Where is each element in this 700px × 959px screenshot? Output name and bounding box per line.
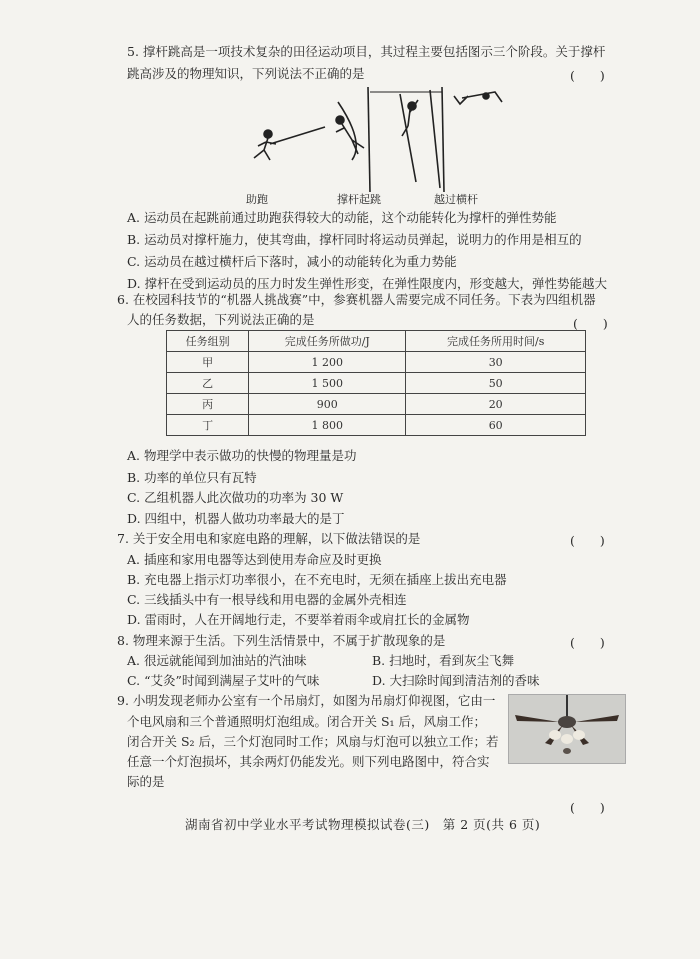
q8-option-c: C. “艾灸”时闻到满屋子艾叶的气味 <box>127 673 320 688</box>
q9-stem-line2: 个电风扇和三个普通照明灯泡组成。闭合开关 S₁ 后，风扇工作； <box>127 714 487 729</box>
runup-athlete-figure <box>254 127 325 160</box>
pole-vault-figure <box>240 82 520 202</box>
ceiling-fan-photo <box>508 694 626 764</box>
q9-stem-line1: 9. 小明发现老师办公室有一个吊扇灯，如图为吊扇灯仰视图，它由一 <box>117 693 496 708</box>
table-cell: 1 200 <box>249 352 406 373</box>
table-row <box>167 415 586 436</box>
table-cell: 60 <box>406 415 586 436</box>
table-header-row <box>167 331 586 352</box>
table-cell: 50 <box>406 373 586 394</box>
q7-option-a: A. 插座和家用电器等达到使用寿命应及时更换 <box>127 552 382 567</box>
table-cell: 丁 <box>167 415 249 436</box>
q9-stem-line5: 际的是 <box>127 774 165 789</box>
q6-stem-line2: 人的任务数据，下列说法正确的是 <box>127 312 315 327</box>
q7-stem: 7. 关于安全用电和家庭电路的理解，以下做法错误的是 <box>117 531 421 546</box>
q7-option-d: D. 雷雨时，人在开阔地行走，不要举着雨伞或肩扛长的金属物 <box>127 612 470 627</box>
table-cell: 30 <box>406 352 586 373</box>
q6-answer-paren: ( ) <box>573 316 608 331</box>
q5-option-a: A. 运动员在起跳前通过助跑获得较大的动能，这个动能转化为撑杆的弹性势能 <box>127 210 557 225</box>
q8-option-d: D. 大扫除时闻到清洁剂的香味 <box>372 673 540 688</box>
table-row <box>167 352 586 373</box>
caption-runup: 助跑 <box>246 193 268 206</box>
table-row <box>167 373 586 394</box>
q5-answer-paren: ( ) <box>570 68 605 83</box>
q9-stem-line3: 闭合开关 S₂ 后，三个灯泡同时工作；风扇与灯泡可以独立工作；若 <box>127 734 499 749</box>
q8-option-a: A. 很远就能闻到加油站的汽油味 <box>127 653 307 668</box>
q5-option-b: B. 运动员对撑杆施力，使其弯曲，撑杆同时将运动员弹起，说明力的作用是相互的 <box>127 232 582 247</box>
q9-stem-line4: 任意一个灯泡损坏，其余两灯仍能发光。则下列电路图中，符合实 <box>127 754 490 769</box>
q5-stem-line1: 5. 撑杆跳高是一项技术复杂的田径运动项目，其过程主要包括图示三个阶段。关于撑杆 <box>127 44 606 59</box>
table-cell: 20 <box>406 394 586 415</box>
table-header-cell: 完成任务所做功/J <box>249 331 406 352</box>
q6-option-a: A. 物理学中表示做功的快慢的物理量是功 <box>127 448 357 463</box>
takeoff-athlete-figure <box>336 102 364 160</box>
q8-stem: 8. 物理来源于生活。下列生活情景中，不属于扩散现象的是 <box>117 633 446 648</box>
table-header-cell: 完成任务所用时间/s <box>406 331 586 352</box>
q6-stem-line1: 6. 在校园科技节的“机器人挑战赛”中，参赛机器人需要完成不同任务。下表为四组机器 <box>117 292 596 307</box>
q6-option-b: B. 功率的单位只有瓦特 <box>127 470 257 485</box>
table-cell: 甲 <box>167 352 249 373</box>
q5-option-d: D. 撑杆在受到运动员的压力时发生弹性形变，在弹性限度内，形变越大，弹性势能越大 <box>127 276 608 291</box>
q7-option-c: C. 三线插头中有一根导线和用电器的金属外壳相连 <box>127 592 407 607</box>
table-row <box>167 394 586 415</box>
ceiling-fan-icon <box>509 695 625 763</box>
q8-option-b: B. 扫地时，看到灰尘飞舞 <box>372 653 515 668</box>
crossbar-athlete-figure <box>368 87 502 192</box>
table-header-cell: 任务组别 <box>167 331 249 352</box>
table-cell: 丙 <box>167 394 249 415</box>
q7-answer-paren: ( ) <box>570 533 605 548</box>
table-cell: 乙 <box>167 373 249 394</box>
caption-crossbar: 越过横杆 <box>434 193 478 206</box>
q8-answer-paren: ( ) <box>570 635 605 650</box>
page-footer: 湖南省初中学业水平考试物理模拟试卷(三) 第 2 页(共 6 页) <box>185 817 541 832</box>
q7-option-b: B. 充电器上指示灯功率很小，在不充电时，无须在插座上拔出充电器 <box>127 572 507 587</box>
q6-option-c: C. 乙组机器人此次做功的功率为 30 W <box>127 490 344 505</box>
q5-option-c: C. 运动员在越过横杆后下落时，减小的动能转化为重力势能 <box>127 254 457 269</box>
table-cell: 1 800 <box>249 415 406 436</box>
q6-option-d: D. 四组中，机器人做功功率最大的是丁 <box>127 511 345 526</box>
q5-stem-line2: 跳高涉及的物理知识，下列说法不正确的是 <box>127 66 365 81</box>
table-cell: 900 <box>249 394 406 415</box>
robot-task-table <box>166 330 586 436</box>
caption-takeoff: 撑杆起跳 <box>337 193 381 206</box>
table-cell: 1 500 <box>249 373 406 394</box>
q9-answer-paren: ( ) <box>570 800 605 815</box>
